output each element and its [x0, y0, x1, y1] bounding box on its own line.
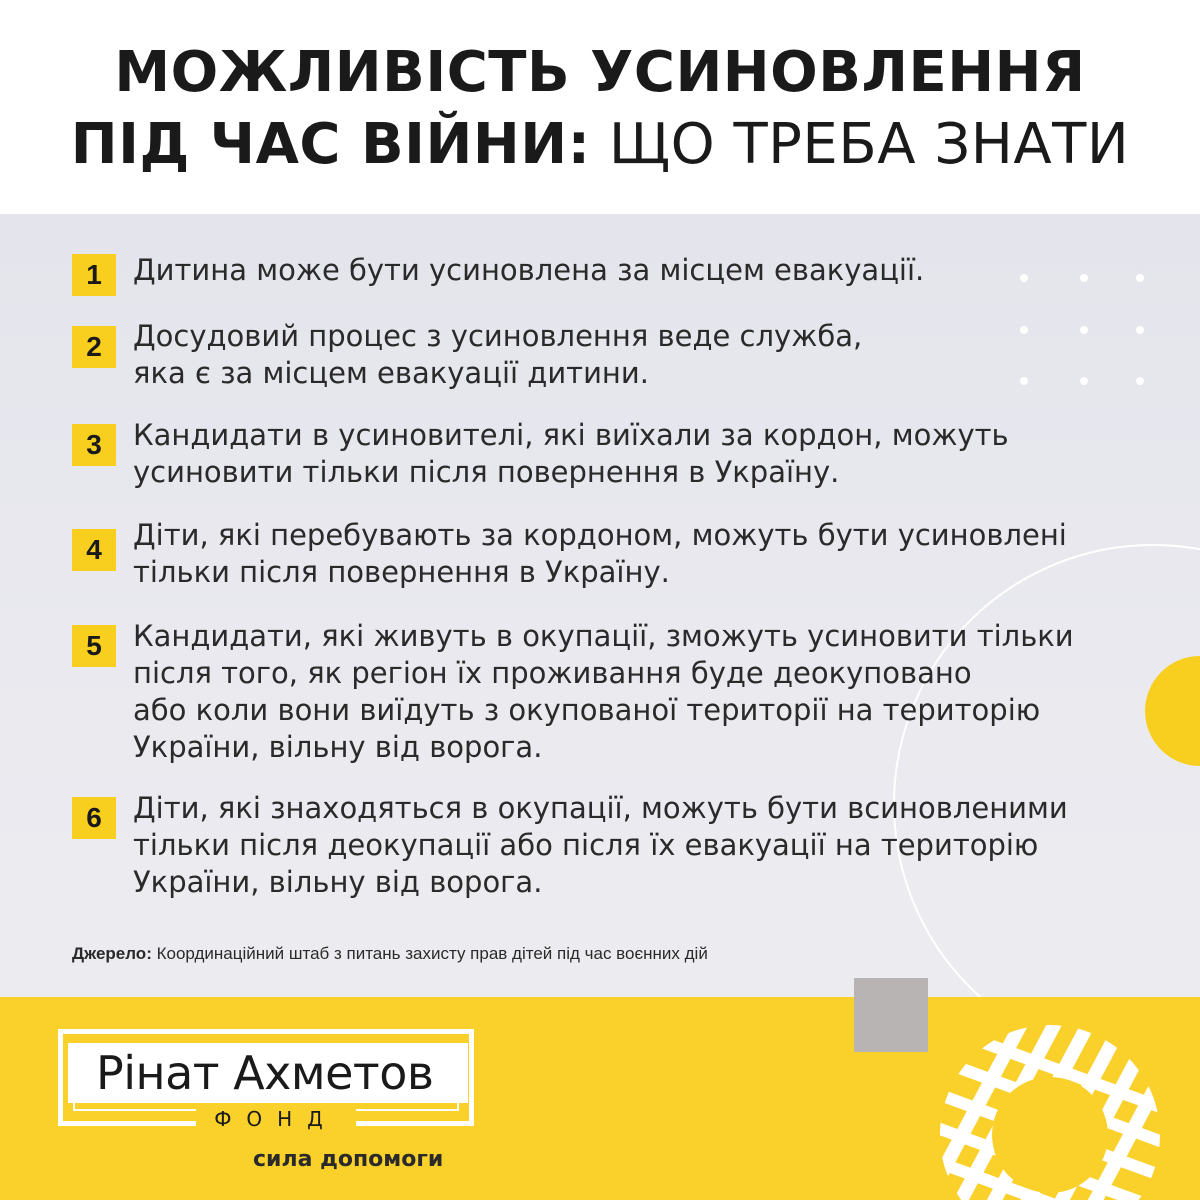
- item-number-badge: 3: [72, 424, 116, 466]
- logo-subtitle: ФОНД: [196, 1105, 356, 1133]
- source-text: Координаційний штаб з питань захисту прав дітей під час воєнних дій: [156, 944, 708, 963]
- source-note: [72, 944, 708, 964]
- logo-name: Рінат Ахметов: [68, 1043, 468, 1103]
- item-number-badge: 1: [72, 254, 116, 296]
- header: [0, 0, 1200, 214]
- item-number-badge: 5: [72, 625, 116, 667]
- page-title-line-1: МОЖЛИВІСТЬ УСИНОВЛЕННЯ: [114, 40, 1086, 105]
- item-text: Дитина може бути усиновлена за місцем евакуації.: [133, 253, 925, 287]
- item-text: Діти, які знаходяться в окупації, можуть бути всиновленими тільки після деокупації або після їх евакуації на територію України, вільну від ворога.: [133, 791, 1068, 899]
- item-text: Кандидати, які живуть в окупації, зможуть усиновити тільки після того, як регіон їх проживання буде деокуповано або коли вони виїдуть з окупованої території на територію України, вільну від ворога.: [133, 619, 1074, 764]
- item-text: Досудовий процес з усиновлення веде служба, яка є за місцем евакуації дитини.: [133, 319, 863, 390]
- item-number-badge: 6: [72, 797, 116, 839]
- title-normal-part: ЩО ТРЕБА ЗНАТИ: [608, 112, 1130, 177]
- tagline: сила допомоги: [253, 1147, 444, 1172]
- item-number-badge: 4: [72, 529, 116, 571]
- footer: [0, 997, 1200, 1200]
- decorative-gray-square: [854, 978, 928, 1052]
- item-text: Діти, які перебувають за кордоном, можуть бути усиновлені тільки після повернення в Україну.: [133, 518, 1067, 589]
- source-label: Джерело:: [72, 944, 152, 963]
- sun-logo-icon: [940, 1025, 1160, 1200]
- main-panel: [0, 214, 1200, 997]
- item-number-badge: 2: [72, 326, 116, 368]
- title-bold-part: ПІД ЧАС ВІЙНИ:: [70, 112, 591, 177]
- page-title-line-2: [0, 112, 1200, 177]
- item-text: Кандидати в усиновителі, які виїхали за кордон, можуть усиновити тільки після повернення в Україну.: [133, 418, 1009, 489]
- decorative-circle-outline: [893, 544, 1200, 997]
